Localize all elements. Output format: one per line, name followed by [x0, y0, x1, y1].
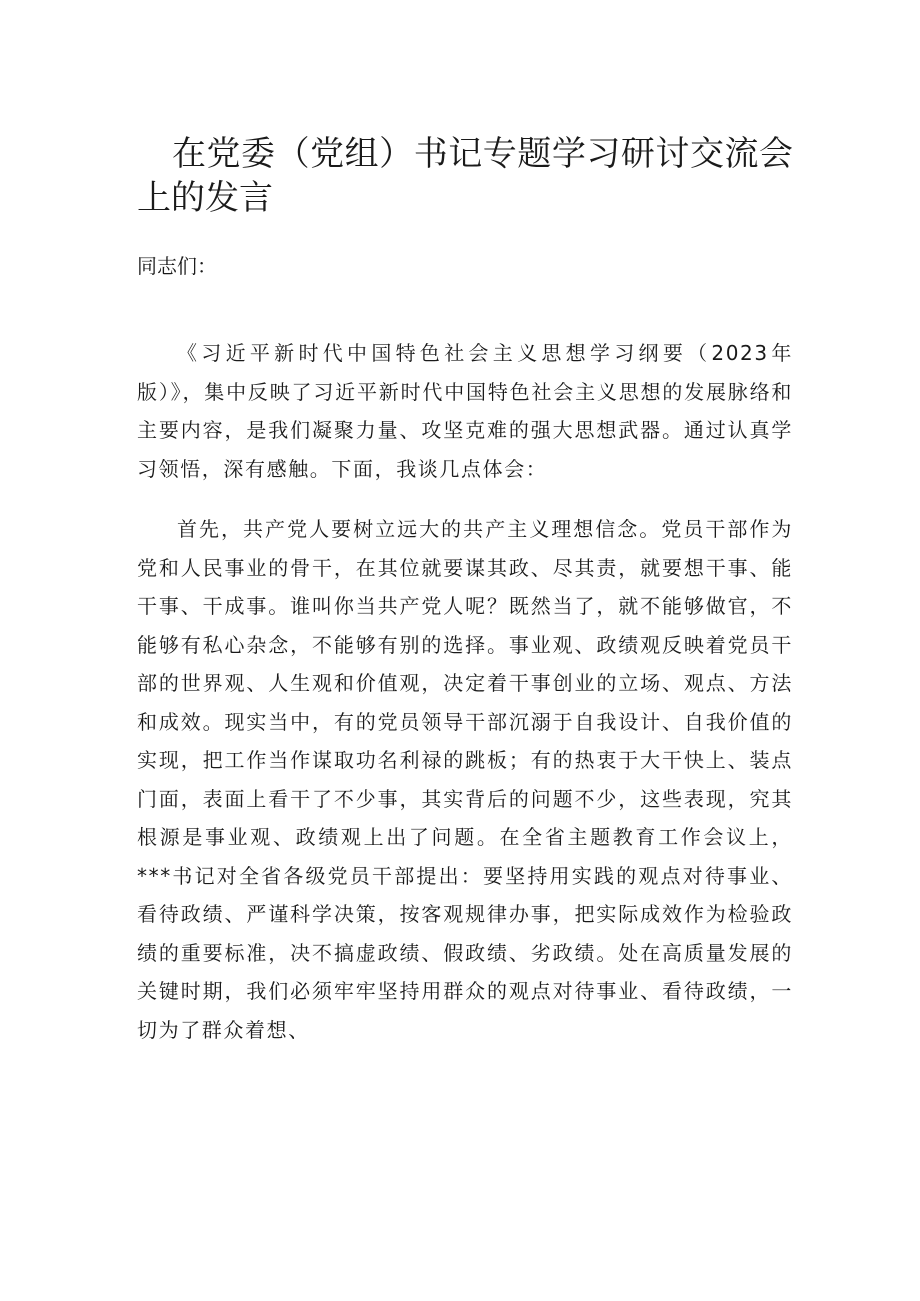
- document-page: [137, 0, 793, 1301]
- document-title: 在党委（党组）书记专题学习研讨交流会上的发言: [137, 134, 793, 218]
- salutation: 同志们：: [137, 254, 217, 278]
- paragraph-intro: 《习近平新时代中国特色社会主义思想学习纲要（2023年版）》，集中反映了习近平新时代中国特色社会主义思想的发展脉络和主要内容，是我们凝聚力量、攻坚克难的强大思想武器。通过认真学习领悟，深有感触。下面，我谈几点体会：: [137, 341, 793, 481]
- paragraph-first-point: 首先，共产党人要树立远大的共产主义理想信念。党员干部作为党和人民事业的骨干，在其位就要谋其政、尽其责，就要想干事、能干事、干成事。谁叫你当共产党人呢？既然当了，就不能够做官，不能够有私心杂念，不能够有别的选择。事业观、政绩观反映着党员干部的世界观、人生观和价值观，决定着干事创业的立场、观点、方法和成效。现实当中，有的党员领导干部沉溺于自我设计、自我价值的实现，把工作当作谋取功名利禄的跳板；有的热衷于大干快上、装点门面，表面上看干了不少事，其实背后的问题不少，这些表现，究其根源是事业观、政绩观上出了问题。在全省主题教育工作会议上，***书记对全省各级党员干部提出：要坚持用实践的观点对待事业、看待政绩、严谨科学决策，按客观规律办事，把实际成效作为检验政绩的重要标准，决不搞虚政绩、假政绩、劣政绩。处在高质量发展的关键时期，我们必须牢牢坚持用群众的观点对待事业、看待政绩，一切为了群众着想、: [137, 517, 793, 1042]
